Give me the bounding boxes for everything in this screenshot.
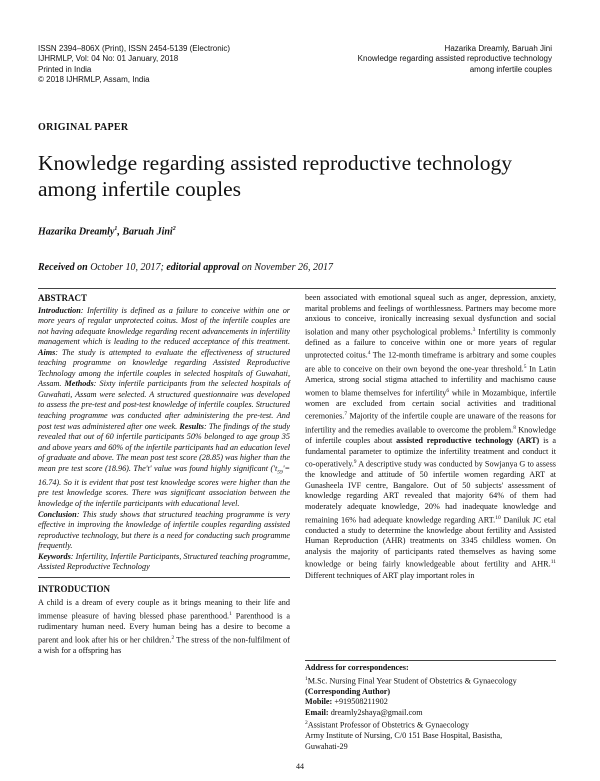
left-column <box>38 293 290 657</box>
rc-text-1: been associated with emotional squeal such as anger, depression, anxiety, marital problems and feelings of worthlessness. Partners may become more anxious to conceive, ironically increasing sexual dysfunction and social isolation and many other psychological problems. <box>305 293 556 337</box>
rc-text-5: while in Mozambique, infertile women are excluded from certain social activities and traditional ceremonies. <box>305 388 556 422</box>
journal-info <box>38 44 230 85</box>
abstract-results-text-2: '= 16.74). So it is evident that post test knowledge scores were higher than the pre test knowledge scores. There was significant association between the knowledge of the infertile participants with educational level. <box>38 463 290 509</box>
abstract-intro-label: Introduction <box>38 305 81 315</box>
rc-text-8: is a fundamental parameter to optimize the infertility treatment and conduct it co-operatively. <box>305 435 556 469</box>
rc-text-11: Different techniques of ART play important roles in <box>305 570 475 580</box>
received-date: October 10, 2017; <box>90 262 164 273</box>
intro-sentence-2: Parenthood is a rudimentary human need. Every human being has a desire to become a parent and look after his or her children. <box>38 611 290 645</box>
rc-ref-11: 11 <box>550 559 556 566</box>
introduction-body <box>38 598 290 656</box>
email-label: Email: <box>305 707 329 717</box>
author-1-affil: 1 <box>114 226 118 232</box>
approval-date: November 26, 2017 <box>254 262 333 273</box>
running-authors: Hazarika Dreamly, Baruah Jini <box>444 44 552 53</box>
abstract-methods-text: : Sixty infertile participants from the selected hospitals of Guwahati, Assam were selected. A structured questionnaire was developed to assess the pre-test and post-test knowledge of infertile couples. Structured teaching programme was conducted after administering the pre-test. And post test was administered after one week. <box>38 379 290 431</box>
paper-title: Knowledge regarding assisted reproductive technology among infertile couples <box>38 151 513 201</box>
abstract-aims-text: : The study is attempted to evaluate the effectiveness of structured teaching programme on knowledge regarding Assisted Reproductive Technology among the infertile couples in selected hospitals of Guwahati, Assam. <box>38 347 290 389</box>
section-label: ORIGINAL PAPER <box>38 122 129 133</box>
received-label: Received on <box>38 262 88 273</box>
author-sep: , <box>117 226 123 238</box>
mobile-label: Mobile: <box>305 697 333 707</box>
city-line: Guwahati-29 <box>305 741 348 751</box>
running-header <box>358 44 552 75</box>
abstract-body <box>38 306 290 573</box>
rc-ref-5: 5 <box>523 363 527 370</box>
abstract-results-text: : The findings of the study revealed that out of 60 infertile participants 50% belonged to age group 35 and above years and 60% of the infertile participants had an education level of graduate and above. The mean post test score (28.85) was higher than the mean pre test score (18.96). The't' value was found highly significant ('t <box>38 421 291 473</box>
abstract-divider <box>38 577 290 578</box>
page-number: 44 <box>296 762 304 771</box>
institute-line: Army Institute of Nursing, C/0 151 Base Hospital, Basistha, <box>305 731 503 741</box>
rc-text-9: A descriptive study was conducted by Sowjanya G to assess the knowledge and attitude of 50 infertile women regarding ART at Gunasheela IVF centre, Bangalore. Out of 50 subjects' assessment of knowledge regarding ART revealed that majority 64% of them had moderately adequate knowledge, 20% had inadequate knowledge and remaining 16% had adequate knowledge regarding ART. <box>305 459 556 525</box>
intro-sentence-1: A child is a dream of every couple as it brings meaning to their life and immense pleasure of having blessed phase parenthood. <box>38 598 290 621</box>
abstract-keywords-label: Keywords <box>38 551 71 561</box>
right-body <box>305 293 556 581</box>
abstract-conclusion-label: Conclusion <box>38 509 77 519</box>
abstract-intro-text: : Infertility is defined as a failure to conceive within one or more years of regular unprotected coitus. Most of the infertile couples are not having adequate knowledge regarding recent advancements in infertility management which is leading to the reduced acceptance of this treatment. <box>38 305 290 347</box>
email-address[interactable]: dreamly2shaya@gmail.com <box>328 707 423 717</box>
abstract-heading: ABSTRACT <box>38 293 88 303</box>
abstract-conclusion-text: : This study shows that structured teaching programme is very effective in improving the knowledge of infertile couples regarding assisted reproductive technology, but there is a need for conducting such programme frequently. <box>38 509 290 551</box>
printed-line: Printed in India <box>38 64 92 74</box>
intro-sentence-3: The stress of the non-fulfilment of a wish for a offspring has <box>38 635 290 656</box>
correspondence-heading: Address for correspondences: <box>305 663 409 672</box>
author-2: Baruah Jini <box>122 226 173 238</box>
rc-ref-3: 3 <box>472 326 476 333</box>
email-line <box>305 708 556 719</box>
affil-1-text: M.Sc. Nursing Final Year Student of Obstetrics & Gynaecology <box>307 676 517 686</box>
mobile-line <box>305 697 556 708</box>
abstract-keywords-text: : Infertility, Infertile Participants, Structured teaching programme, Assisted Reproductive Technology <box>38 551 290 572</box>
rc-text-2: Infertility is commonly defined as a failure to conceive within one or more years of regular unprotected coitus. <box>305 327 557 361</box>
introduction-heading: INTRODUCTION <box>38 583 111 594</box>
rc-ref-4: 4 <box>367 350 371 357</box>
rc-text-10: Daniluk JC etal conducted a study to determine the knowledge about fertility and Assisted Human Reproduction (AHR) treatments on 3345 childless women. On analysis the majority of participants rated themselves as having some knowledge or being fairly knowledgeable about fertility and AHR. <box>305 515 557 570</box>
intro-ref-1: 1 <box>229 610 232 617</box>
abstract-aims-label: Aims <box>38 347 56 357</box>
rc-ref-10: 10 <box>495 514 501 521</box>
issn-line: ISSN 2394–806X (Print), ISSN 2454-5139 (Electronic) <box>38 44 231 53</box>
rc-ref-9: 9 <box>353 459 357 466</box>
rc-text-4: In Latin America, strong social stigma attached to infertility and machismo cause women to blame themselves for infertility <box>305 364 556 398</box>
copyright-line: © 2018 IJHRMLP, Assam, India <box>38 74 150 84</box>
volume-line: IJHRMLP, Vol: 04 No: 01 January, 2018 <box>38 54 179 64</box>
approval-label: editorial approval <box>166 262 240 273</box>
rc-text-6: Majority of the infertile couple are unaware of the reasons for infertility and the remedies available to overcome the problem. <box>305 412 556 435</box>
affil-1-sup: 1 <box>305 675 308 682</box>
received-line <box>38 262 333 273</box>
affil-2-sup: 2 <box>305 720 308 727</box>
right-column <box>305 293 556 581</box>
rc-ref-7: 7 <box>344 411 348 418</box>
mobile-number: +919508211902 <box>332 697 388 707</box>
rc-text-3: The 12-month timeframe is arbitrary and some couples are able to conceive on their own beyond the one-year threshold. <box>305 351 556 374</box>
top-divider <box>38 288 556 289</box>
rc-art-term: assisted reproductive technology (ART) <box>396 435 540 445</box>
correspondence-divider <box>305 660 556 661</box>
intro-ref-2: 2 <box>171 634 175 641</box>
rc-text-7: Knowledge of infertile couples about <box>305 425 556 445</box>
affiliation-1 <box>305 674 556 687</box>
corresponding-author: (Corresponding Author) <box>305 686 391 696</box>
author-2-affil: 2 <box>172 226 176 232</box>
correspondence-box <box>305 660 556 752</box>
affiliation-2 <box>305 718 556 731</box>
abstract-results-sub: 59 <box>277 469 283 476</box>
approval-on: on <box>241 262 252 273</box>
author-1: Hazarika Dreamly <box>38 226 115 238</box>
author-list <box>38 226 176 237</box>
running-title-1: Knowledge regarding assisted reproductive technology <box>357 54 552 64</box>
running-title-2: among infertile couples <box>469 64 552 74</box>
rc-ref-6: 6 <box>446 387 450 394</box>
rc-ref-8: 8 <box>513 424 516 431</box>
abstract-results-label: Results <box>179 421 204 431</box>
abstract-methods-label: Methods <box>64 379 94 389</box>
affil-2-text: Assistant Professor of Obstetrics & Gynaecology <box>307 720 469 730</box>
